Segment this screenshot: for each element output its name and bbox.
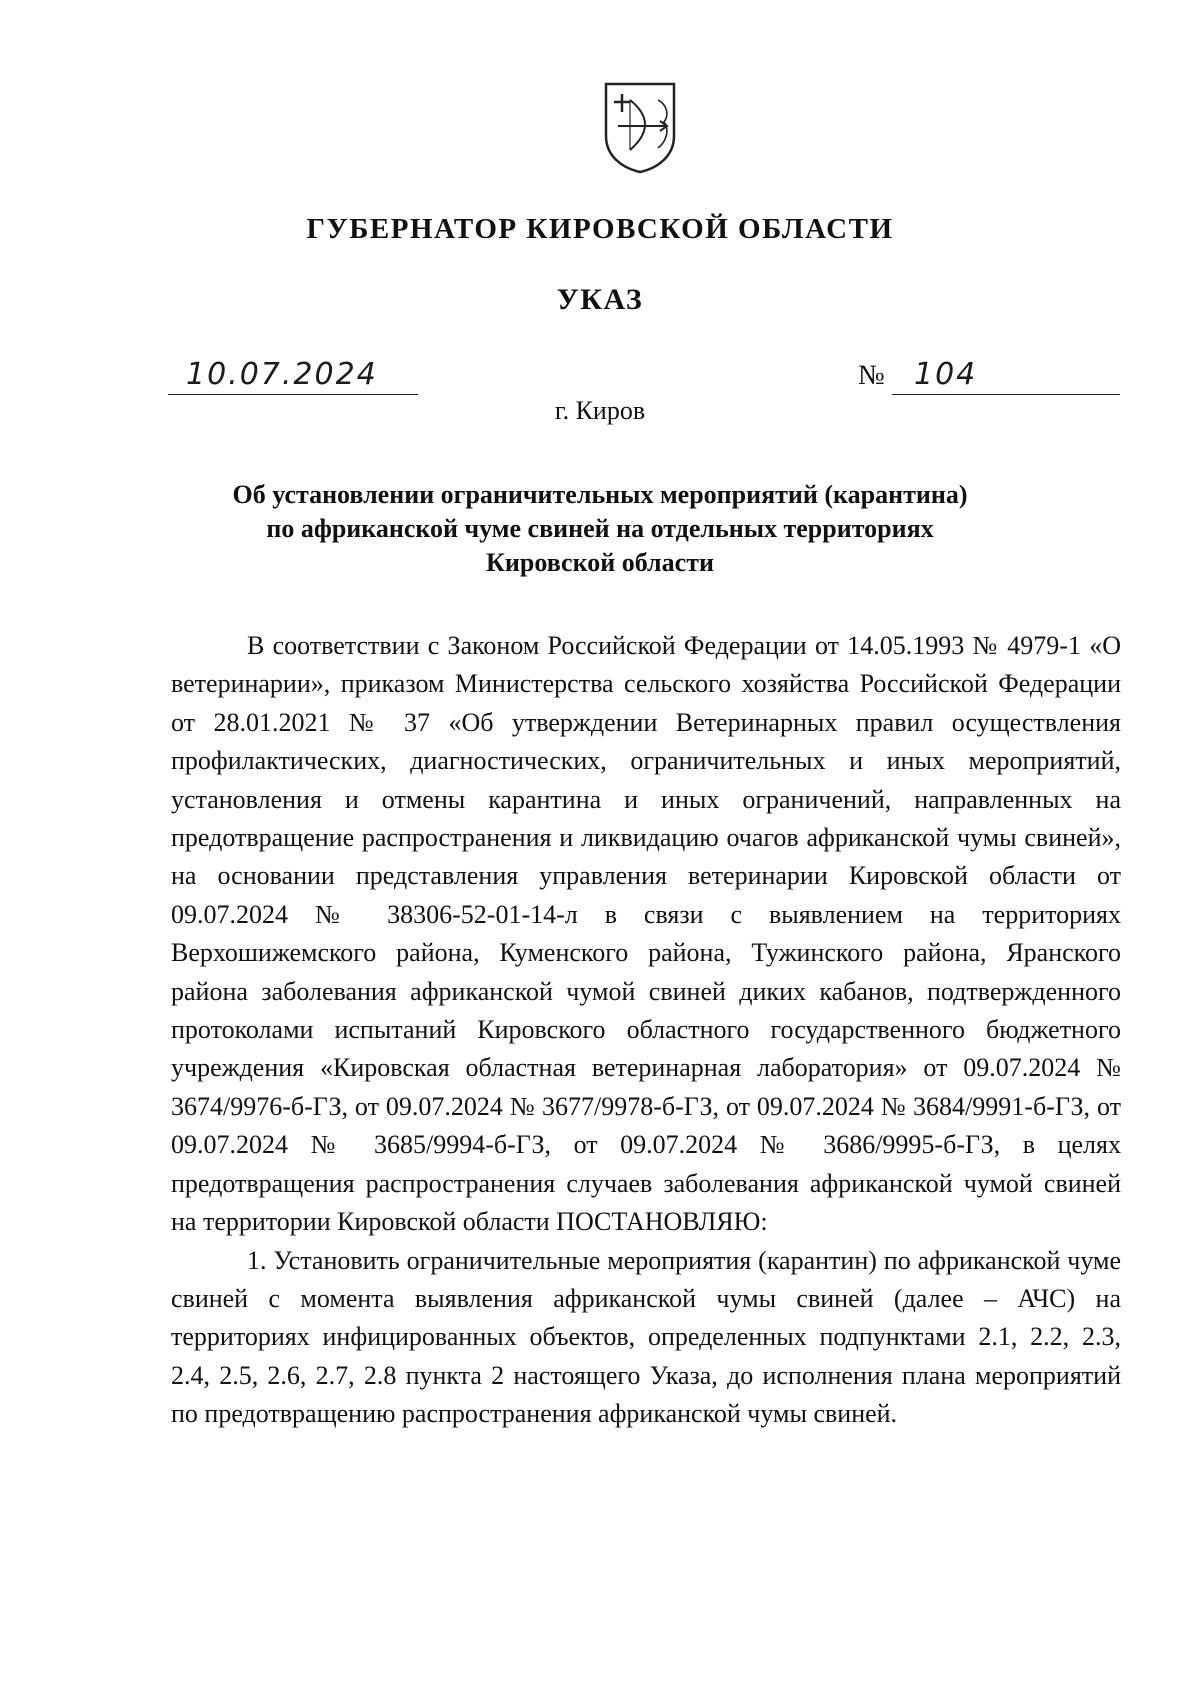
document-title xyxy=(150,478,1050,580)
handwritten-number: 104 xyxy=(914,357,978,392)
title-line: по африканской чуме свиней на отдельных территориях xyxy=(266,514,934,543)
number-field xyxy=(892,356,1120,395)
preamble-paragraph: В соответствии с Законом Российской Федерации от 14.05.1993 № 4979-1 «О ветеринарии», приказом Министерства сельского хозяйства Российской Федерации от 28.01.2021 № 37 «Об утверждении Ветеринарных правил осуществления профилактических, диагностических, ограничительных и иных мероприятий, установления и отмены карантина и иных ограничений, направленных на предотвращение распространения и ликвидацию очагов африканской чумы свиней», на основании представления управления ветеринарии Кировской области от 09.07.2024 № 38306-52-01-14-л в связи с выявлением на территориях Верхошижемского района, Куменского района, Тужинского района, Яранского района заболевания африканской чумой свиней диких кабанов, подтвержденного протоколами испытаний Кировского областного государственного бюджетного учреждения «Кировская областная ветеринарная лаборатория» от 09.07.2024 № 3674/9976-б-ГЗ, от 09.07.2024 № 3677/9978-б-ГЗ, от 09.07.2024 № 3684/9991-б-ГЗ, от 09.07.2024 № 3685/9994-б-ГЗ, от 09.07.2024 № 3686/9995-б-ГЗ, в целях предотвращения распространения случаев заболевания африканской чумой свиней на территории Кировской области ПОСТАНОВЛЯЮ: xyxy=(171,631,1121,1237)
document-body xyxy=(171,627,1121,1434)
handwritten-date: 10.07.2024 xyxy=(186,357,378,392)
number-label: № xyxy=(858,360,885,391)
date-field xyxy=(168,356,418,395)
document-type: УКАЗ xyxy=(556,283,644,316)
coat-of-arms-icon xyxy=(600,78,680,174)
authority-title: ГУБЕРНАТОР КИРОВСКОЙ ОБЛАСТИ xyxy=(306,213,894,245)
title-line: Кировской области xyxy=(486,548,714,577)
title-line: Об установлении ограничительных мероприятий (карантина) xyxy=(232,480,968,509)
city: г. Киров xyxy=(554,396,646,425)
clause-1-paragraph: 1. Установить ограничительные мероприятия (карантин) по африканской чуме свиней с момента выявления африканской чумы свиней (далее – АЧС) на территориях инфицированных объектов, определенных подпунктами 2.1, 2.2, 2.3, 2.4, 2.5, 2.6, 2.7, 2.8 пункта 2 настоящего Указа, до исполнения плана мероприятий по предотвращению распространения африканской чумы свиней. xyxy=(171,1245,1121,1429)
